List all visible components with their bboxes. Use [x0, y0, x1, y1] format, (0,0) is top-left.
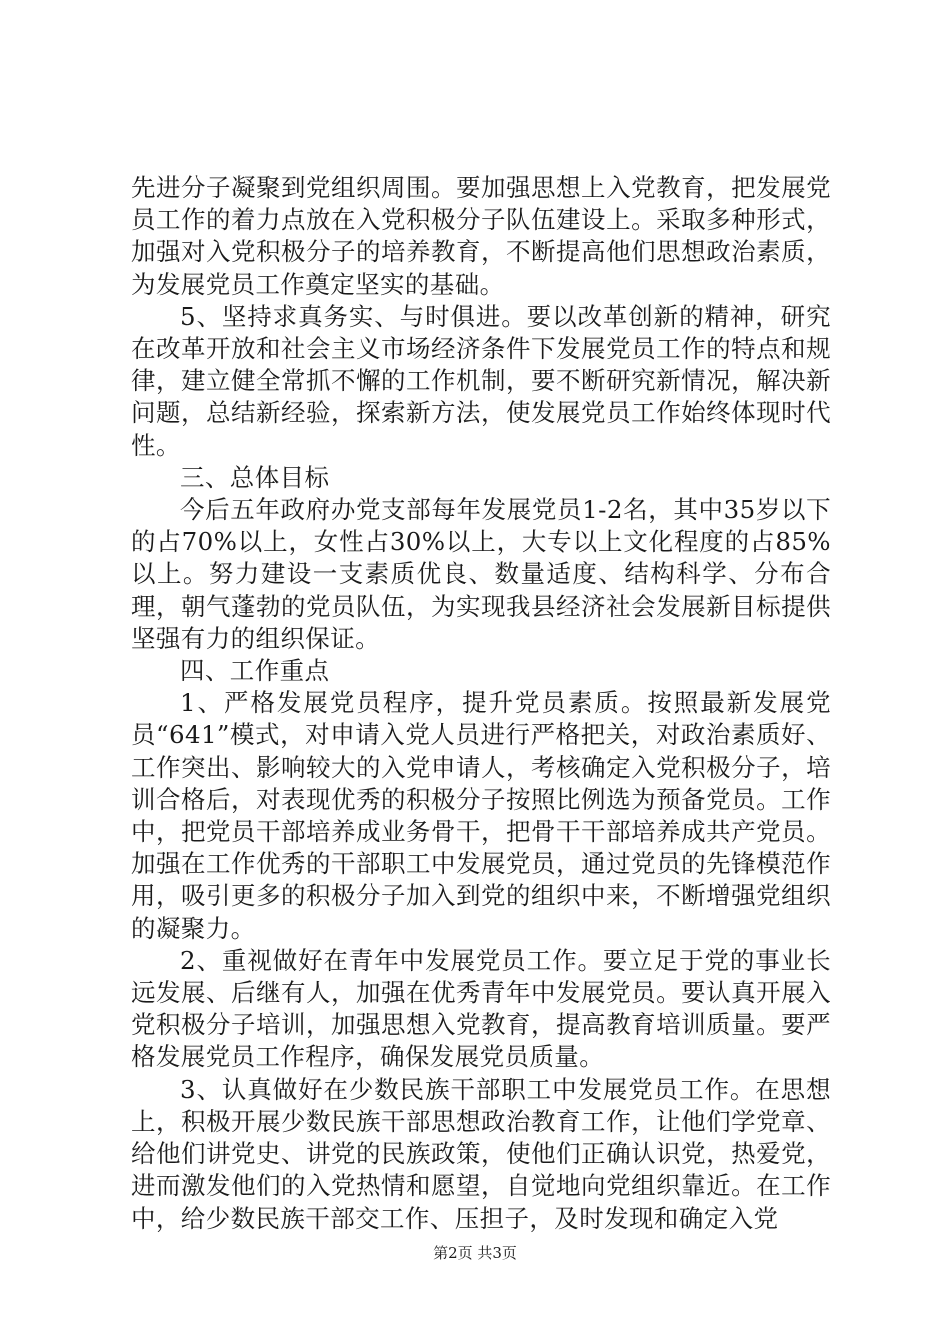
page-footer: 第2页 共3页 — [433, 1244, 517, 1262]
paragraph-1: 先进分子凝聚到党组织周围。要加强思想上入党教育，把发展党员工作的着力点放在入党积极分子队伍建设上。采取多种形式，加强对入党积极分子的培养教育，不断提高他们思想政治素质，为发展党员工作奠定坚实的基础。 — [131, 173, 831, 299]
section-heading-focus: 四、工作重点 — [180, 656, 330, 686]
paragraph-5: 2、重视做好在青年中发展党员工作。要立足于党的事业长远发展、后继有人，加强在优秀青年中发展党员。要认真开展入党积极分子培训，加强思想入党教育，提高教育培训质量。要严格发展党员工作程序，确保发展党员质量。 — [131, 945, 831, 1072]
paragraph-2: 5、坚持求真务实、与时俱进。要以改革创新的精神，研究在改革开放和社会主义市场经济条件下发展党员工作的特点和规律，建立健全常抓不懈的工作机制，要不断研究新情况，解决新问题，总结新经验，探索新方法，使发展党员工作始终体现时代性。 — [131, 301, 831, 460]
paragraph-4: 1、严格发展党员程序，提升党员素质。按照最新发展党员“641”模式，对申请入党人员进行严格把关，对政治素质好、工作突出、影响较大的入党申请人，考核确定入党积极分子，培训合格后，对表现优秀的积极分子按照比例选为预备党员。工作中，把党员干部培养成业务骨干，把骨干干部培养成共产党员。加强在工作优秀的干部职工中发展党员，通过党员的先锋模范作用，吸引更多的积极分子加入到党的组织中来，不断增强党组织的凝聚力。 — [131, 688, 831, 943]
section-heading-goals: 三、总体目标 — [180, 462, 330, 492]
paragraph-3: 今后五年政府办党支部每年发展党员1-2名，其中35岁以下的占70%以上，女性占30%以上，大专以上文化程度的占85%以上。努力建设一支素质优良、数量适度、结构科学、分布合理，朝气蓬勃的党员队伍，为实现我县经济社会发展新目标提供坚强有力的组织保证。 — [131, 495, 831, 653]
paragraph-6: 3、认真做好在少数民族干部职工中发展党员工作。在思想上，积极开展少数民族干部思想政治教育工作，让他们学党章、给他们讲党史、讲党的民族政策，使他们正确认识党，热爱党，进而激发他们的入党热情和愿望，自觉地向党组织靠近。在工作中，给少数民族干部交工作、压担子，及时发现和确定入党 — [131, 1074, 831, 1233]
document-body — [131, 172, 831, 1235]
